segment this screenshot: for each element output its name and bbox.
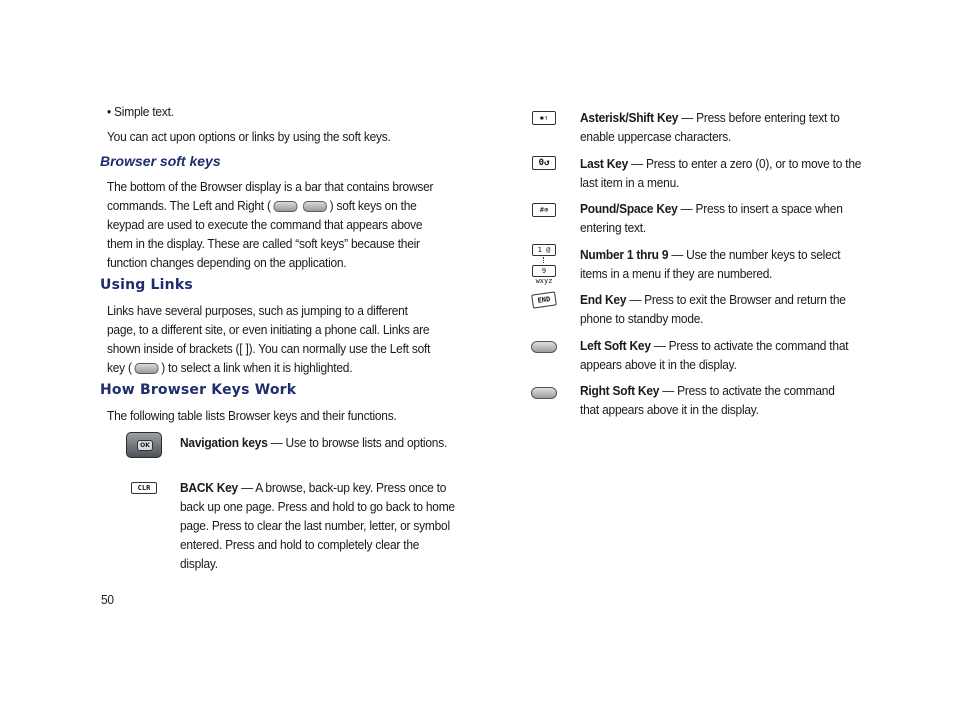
navigation-keys-name: Navigation keys — [180, 435, 268, 450]
table-intro: The following table lists Browser keys and their functions. — [107, 408, 397, 423]
number-keys-dots — [543, 257, 545, 263]
pound-text-1: — Press to insert a space when — [677, 201, 843, 216]
soft-keys-line-2-b: ) soft keys on the — [329, 198, 417, 213]
back-key-line-3: page. Press to clear the last number, letter, or symbol — [180, 518, 450, 533]
left-soft-text-1: — Press to activate the command that — [650, 338, 849, 353]
last-key-icon: 0↺ — [532, 156, 556, 170]
back-key-name: BACK Key — [180, 480, 238, 495]
pound-line-1 — [580, 199, 843, 218]
soft-keys-line-5: function changes depending on the application. — [107, 255, 347, 270]
right-soft-key-name: Right Soft Key — [580, 383, 660, 398]
asterisk-text-1: — Press before entering text to — [678, 110, 840, 125]
page-number: 50 — [101, 592, 114, 607]
asterisk-key-name: Asterisk/Shift Key — [580, 110, 679, 125]
right-soft-key-icon-table — [531, 387, 557, 399]
ok-key-label: OK — [137, 440, 153, 451]
back-key-line-2: back up one page. Press and hold to go back to home — [180, 499, 455, 514]
browser-soft-keys-heading: Browser soft keys — [100, 153, 221, 169]
last-key-name: Last Key — [580, 156, 629, 171]
clr-key-icon: CLR — [131, 482, 157, 494]
navigation-keys-text: — Use to browse lists and options. — [267, 435, 448, 450]
links-line-4-a: key ( — [107, 360, 132, 375]
intro-text: You can act upon options or links by using the soft keys. — [107, 129, 391, 144]
links-line-2: page, to a different site, or even initiating a phone call. Links are — [107, 322, 430, 337]
how-browser-keys-heading: How Browser Keys Work — [100, 382, 297, 398]
end-key-name: End Key — [580, 292, 627, 307]
number-line-1 — [580, 245, 840, 264]
right-soft-key-icon — [303, 201, 327, 212]
links-line-4 — [107, 358, 352, 377]
left-soft-key-icon-inline — [135, 363, 159, 374]
right-soft-text-1: — Press to activate the command — [659, 383, 835, 398]
left-soft-key-name: Left Soft Key — [580, 338, 651, 353]
last-text-1: — Press to enter a zero (0), or to move to the — [628, 156, 862, 171]
back-key-line-4: entered. Press and hold to completely clear the — [180, 537, 420, 552]
number-9-key-icon: 9 wxyz — [532, 265, 556, 277]
left-soft-key-icon — [273, 201, 297, 212]
asterisk-line-1 — [580, 108, 840, 127]
end-line-1 — [580, 290, 846, 309]
asterisk-line-2: enable uppercase characters. — [580, 129, 732, 144]
navigation-keys-desc — [180, 433, 447, 452]
navigation-key-icon — [126, 432, 162, 458]
end-line-2: phone to standby mode. — [580, 311, 704, 326]
links-line-1: Links have several purposes, such as jumping to a different — [107, 303, 408, 318]
pound-key-icon: #⊕ — [532, 203, 556, 217]
asterisk-key-icon: ✱↑ — [532, 111, 556, 125]
soft-keys-line-2-a: commands. The Left and Right ( — [107, 198, 271, 213]
links-line-3: shown inside of brackets ([ ]). You can normally use the Left soft — [107, 341, 431, 356]
right-soft-line-1 — [580, 381, 835, 400]
number-key-name: Number 1 thru 9 — [580, 247, 669, 262]
back-key-line-1 — [180, 478, 446, 497]
number-text-1: — Use the number keys to select — [668, 247, 841, 262]
using-links-heading: Using Links — [100, 277, 193, 293]
back-key-text-1: — A browse, back-up key. Press once to — [237, 480, 447, 495]
soft-keys-line-4: them in the display. These are called “soft keys” because their — [107, 236, 420, 251]
left-soft-line-1 — [580, 336, 848, 355]
end-text-1: — Press to exit the Browser and return the — [626, 292, 846, 307]
left-soft-key-icon-table — [531, 341, 557, 353]
left-soft-line-2: appears above it in the display. — [580, 357, 737, 372]
last-line-1 — [580, 154, 861, 173]
number-1-key-icon: 1 @ — [532, 244, 556, 256]
links-line-4-b: ) to select a link when it is highlighted. — [161, 360, 353, 375]
end-key-icon: END — [531, 291, 557, 308]
last-line-2: last item in a menu. — [580, 175, 680, 190]
right-soft-line-2: that appears above it in the display. — [580, 402, 759, 417]
bullet-simple-text: • Simple text. — [107, 104, 174, 119]
soft-keys-line-3: keypad are used to execute the command that appears above — [107, 217, 423, 232]
number-line-2: items in a menu if they are numbered. — [580, 266, 773, 281]
soft-keys-line-2 — [107, 196, 417, 215]
pound-line-2: entering text. — [580, 220, 646, 235]
back-key-line-5: display. — [180, 556, 218, 571]
pound-key-name: Pound/Space Key — [580, 201, 678, 216]
soft-keys-line-1: The bottom of the Browser display is a bar that contains browser — [107, 179, 434, 194]
